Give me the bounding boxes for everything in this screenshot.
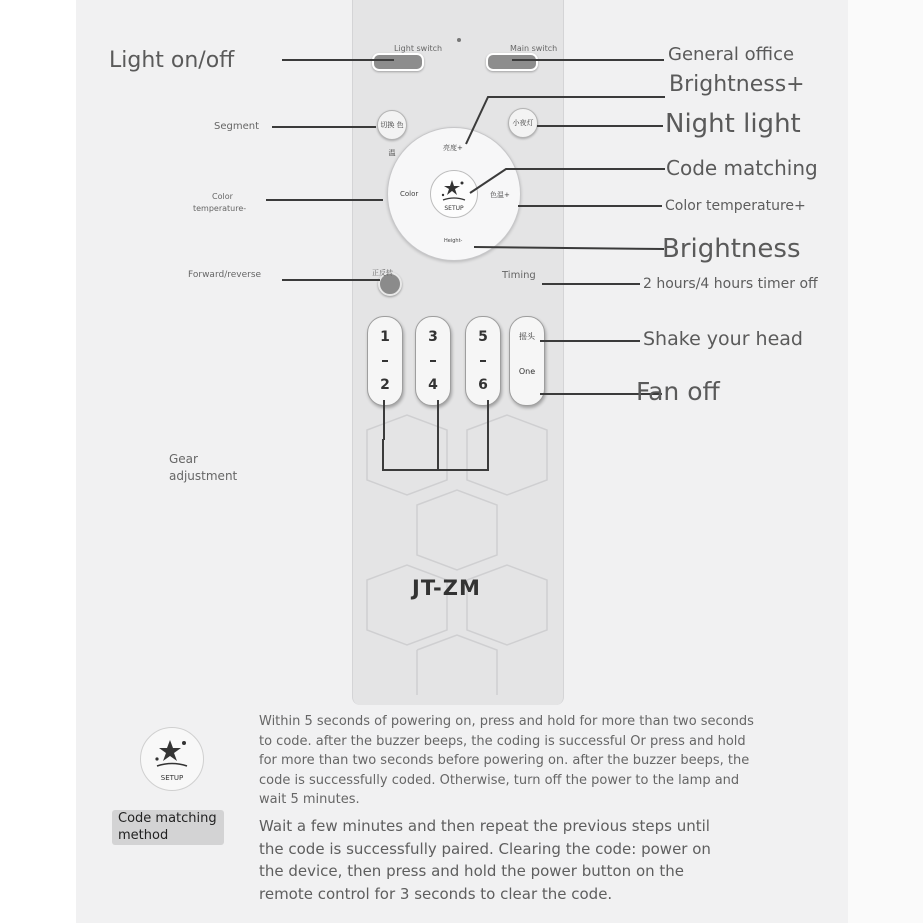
brightness-up-label: 亮度+: [443, 144, 463, 152]
main-switch-label: Main switch: [510, 44, 558, 53]
gear-top-value: 3: [428, 329, 438, 345]
label-color-temp-minus-2: temperature-: [193, 204, 247, 213]
label-fan-off: Fan off: [636, 377, 720, 406]
label-code-matching: Code matching: [666, 156, 818, 180]
label-general-office: General office: [668, 44, 795, 65]
callout-line-gear-3: [487, 400, 489, 440]
night-light-button[interactable]: 小夜灯: [508, 108, 538, 138]
clear-code-instructions: Wait a few minutes and then repeat the previous steps until the code is successfully paired. Clearing the code: power on the device, then press and hold the power button on the remote control for 3 seconds to clear the code.: [259, 817, 711, 903]
label-timer-off: 2 hours/4 hours timer off: [643, 276, 818, 292]
callout-line-gear-1: [383, 400, 385, 440]
label-color-temp-minus-1: Color: [212, 192, 233, 201]
one-label: One: [518, 367, 536, 376]
setup-text: SETUP: [444, 205, 464, 212]
callout-line-shake: [540, 340, 640, 342]
setup-text: SETUP: [160, 774, 184, 782]
label-segment: Segment: [214, 121, 259, 132]
timing-label: Timing: [502, 270, 536, 281]
color-temp-down-label: Color: [400, 190, 419, 198]
callout-line-segment: [272, 126, 376, 128]
forward-reverse-label: 正反转: [372, 269, 393, 277]
label-gear-2: adjustment: [169, 469, 238, 483]
code-matching-method-label: [112, 810, 224, 845]
color-temp-up-label: 色温+: [490, 191, 510, 199]
gear-bottom-value: 4: [428, 377, 438, 393]
code-matching-icon: [140, 727, 204, 791]
code-matching-label-line2: method: [118, 828, 169, 843]
label-brightness: Brightness: [662, 234, 801, 264]
callout-line-night: [537, 125, 663, 127]
code-matching-instructions: Within 5 seconds of powering on, press and hold for more than two seconds to code. after the buzzer beeps, the coding is successful Or press and hold for more than two seconds before powering on. after the buzzer beeps, the code is successfully coded. Otherwise, turn off the power to the lamp and wait 5 minutes.: [259, 714, 754, 807]
setup-icon: [141, 728, 203, 790]
callout-line-forward: [282, 279, 380, 281]
segment-button[interactable]: 切换 色温: [377, 110, 407, 140]
label-color-temp-plus: Color temperature+: [665, 198, 806, 214]
light-switch-label: Light switch: [394, 44, 443, 53]
callout-line-color-temp-up: [518, 205, 662, 207]
label-forward-reverse: Forward/reverse: [188, 270, 262, 280]
label-night-light: Night light: [665, 109, 801, 139]
model-name: JT-ZM: [412, 576, 481, 600]
label-shake-head: Shake your head: [643, 328, 803, 350]
gear-bottom-value: 2: [380, 377, 390, 393]
label-brightness-plus: Brightness+: [669, 72, 805, 97]
code-matching-label-line1: Code matching: [118, 811, 217, 826]
shake-button-label: 摇头: [519, 332, 535, 341]
gear-top-value: 1: [380, 329, 390, 345]
gear-bottom-value: 6: [478, 377, 488, 393]
callout-line-gear-2: [437, 400, 439, 440]
brightness-down-label: Height-: [444, 238, 463, 244]
label-light-on-off: Light on/off: [109, 48, 235, 73]
gear-top-value: 5: [478, 329, 488, 345]
callout-line-timing: [542, 283, 640, 285]
label-gear-1: Gear: [169, 452, 198, 466]
